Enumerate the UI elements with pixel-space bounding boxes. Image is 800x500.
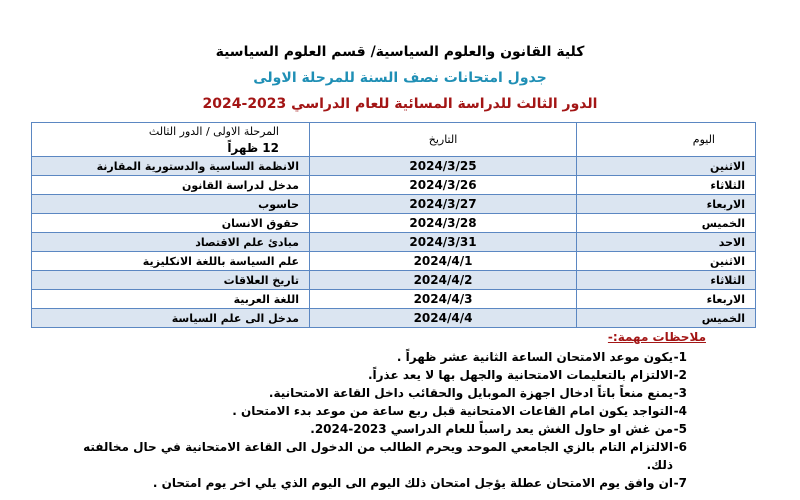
header-day: اليوم bbox=[577, 123, 756, 157]
cell-date: 2024/4/4 bbox=[310, 309, 577, 328]
table-row bbox=[32, 252, 756, 271]
cell-date: 2024/4/1 bbox=[310, 252, 577, 271]
cell-subject: حاسوب bbox=[32, 195, 310, 214]
notes-title: ملاحظات مهمة:- bbox=[607, 330, 706, 344]
cell-date: 2024/4/2 bbox=[310, 271, 577, 290]
cell-day: الاربعاء bbox=[577, 290, 756, 309]
cell-day: الاثنين bbox=[577, 157, 756, 176]
note-item bbox=[67, 384, 687, 402]
table-row bbox=[32, 290, 756, 309]
table-row bbox=[32, 271, 756, 290]
table-row bbox=[32, 195, 756, 214]
note-number: 4- bbox=[673, 404, 687, 418]
note-text: الالتزام بالتعليمات الامتحانية والجهل بها لا يعد عذراً. bbox=[367, 368, 673, 382]
note-item bbox=[67, 348, 687, 366]
note-number: 3- bbox=[673, 386, 687, 400]
round-title: الدور الثالث للدراسة المسائية للعام الدراسي 2023-2024 bbox=[202, 96, 598, 112]
note-number: 2- bbox=[673, 368, 687, 382]
schedule-title: جدول امتحانات نصف السنة للمرحلة الاولى bbox=[253, 70, 547, 86]
cell-subject: مبادئ علم الاقتصاد bbox=[32, 233, 310, 252]
table-row bbox=[32, 157, 756, 176]
cell-subject: اللغة العربية bbox=[32, 290, 310, 309]
cell-subject: مدخل لدراسة القانون bbox=[32, 176, 310, 195]
table-row bbox=[32, 233, 756, 252]
header-stage-line1: المرحلة الاولى / الدور الثالث bbox=[148, 124, 279, 138]
cell-subject: علم السياسة باللغة الانكليزية bbox=[32, 252, 310, 271]
note-number: 5- bbox=[673, 422, 687, 436]
cell-day: الثلاثاء bbox=[577, 271, 756, 290]
note-text: يكون موعد الامتحان الساعة الثانية عشر ظهراً . bbox=[396, 350, 673, 364]
note-number: 1- bbox=[673, 350, 687, 364]
cell-date: 2024/3/26 bbox=[310, 176, 577, 195]
note-text: من غش او حاول الغش يعد راسباً للعام الدراسي 2023-2024. bbox=[310, 422, 673, 436]
college-title: كلية القانون والعلوم السياسية/ قسم العلوم السياسية bbox=[215, 44, 585, 60]
table-header-row bbox=[32, 123, 756, 157]
note-item bbox=[67, 402, 687, 420]
table-row bbox=[32, 176, 756, 195]
note-text: التواجد يكون امام القاعات الامتحانية قبل ربع ساعة من موعد بدء الامتحان . bbox=[232, 404, 673, 418]
note-item bbox=[67, 366, 687, 384]
cell-day: الخميس bbox=[577, 309, 756, 328]
cell-day: الثلاثاء bbox=[577, 176, 756, 195]
header-stage bbox=[32, 123, 310, 157]
note-item bbox=[67, 474, 687, 492]
note-item bbox=[67, 420, 687, 438]
cell-subject: مدخل الى علم السياسة bbox=[32, 309, 310, 328]
cell-subject: الانظمة الساسية والدستورية المقارنة bbox=[32, 157, 310, 176]
table-row bbox=[32, 214, 756, 233]
header-date: التاريخ bbox=[310, 123, 577, 157]
exam-schedule-table bbox=[31, 122, 756, 328]
cell-date: 2024/3/27 bbox=[310, 195, 577, 214]
notes-list bbox=[67, 348, 687, 492]
cell-day: الاربعاء bbox=[577, 195, 756, 214]
cell-day: الاثنين bbox=[577, 252, 756, 271]
cell-date: 2024/3/25 bbox=[310, 157, 577, 176]
note-text: الالتزام التام بالزي الجامعي الموحد ويحرم الطالب من الدخول الى القاعة الامتحانية في حال مخالفته ذلك. bbox=[83, 440, 673, 472]
table-row bbox=[32, 309, 756, 328]
note-number: 6- bbox=[673, 440, 687, 454]
note-number: 7- bbox=[673, 476, 687, 490]
header-stage-line2: 12 ظهراً bbox=[227, 140, 279, 155]
cell-date: 2024/4/3 bbox=[310, 290, 577, 309]
cell-date: 2024/3/28 bbox=[310, 214, 577, 233]
cell-day: الاحد bbox=[577, 233, 756, 252]
cell-subject: تاريخ العلاقات bbox=[32, 271, 310, 290]
cell-subject: حقوق الانسان bbox=[32, 214, 310, 233]
note-text: ان وافق يوم الامتحان عطلة يؤجل امتحان ذلك اليوم الى اليوم الذي يلي اخر يوم امتحان . bbox=[152, 476, 673, 490]
note-text: يمنع منعاً باتاً ادخال اجهزة الموبايل والحقائب داخل القاعة الامتحانية. bbox=[268, 386, 673, 400]
cell-date: 2024/3/31 bbox=[310, 233, 577, 252]
note-item bbox=[67, 438, 687, 474]
cell-day: الخميس bbox=[577, 214, 756, 233]
